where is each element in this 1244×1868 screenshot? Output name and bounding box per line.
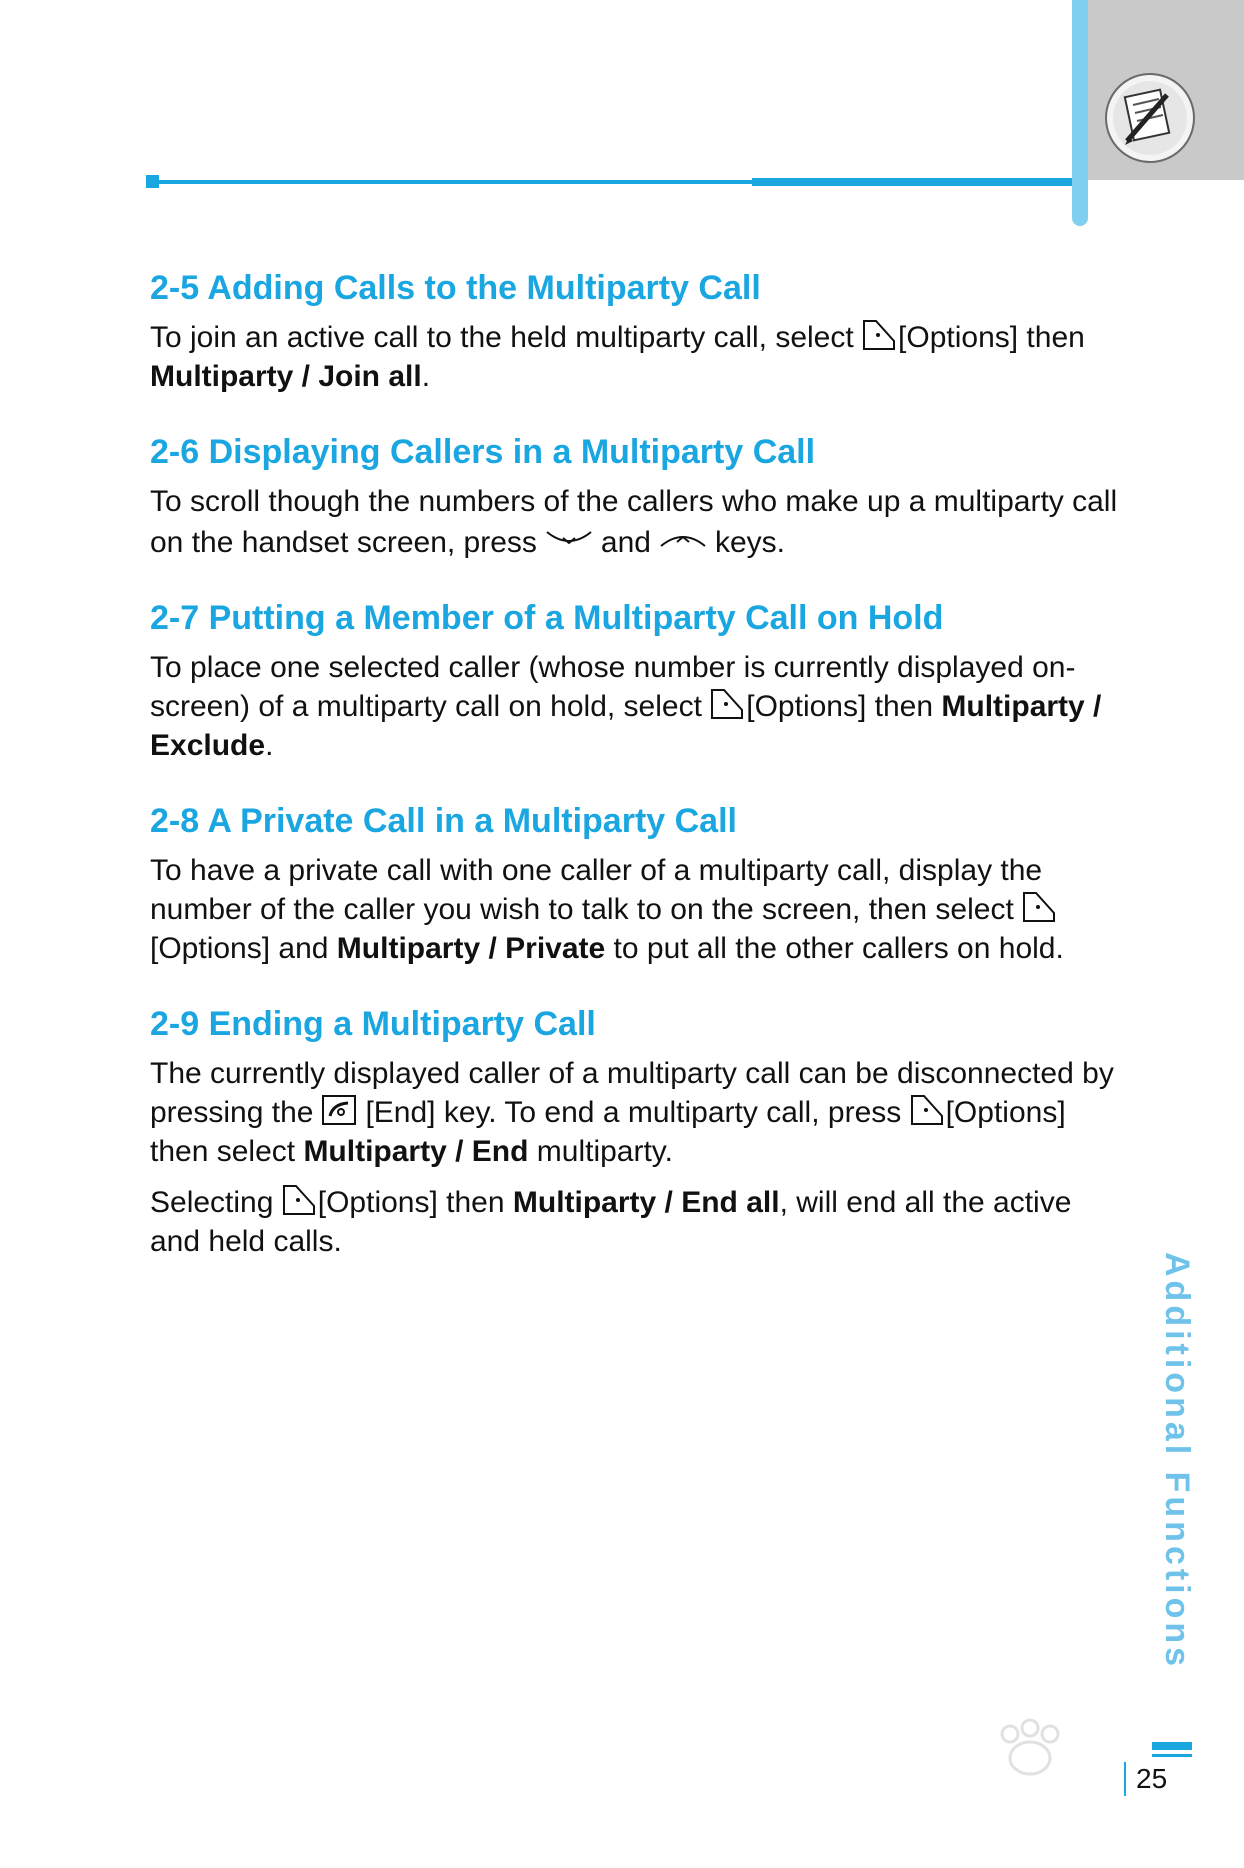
manual-content bbox=[150, 268, 1120, 1297]
section-2-5 bbox=[150, 268, 1120, 396]
page-number-bar bbox=[1152, 1742, 1192, 1750]
section-paragraph: To join an active call to the held multiparty call, select [Options] then Multiparty / Join all. bbox=[150, 321, 1085, 393]
page-number-bar bbox=[1152, 1754, 1192, 1757]
softkey-options-icon bbox=[282, 1184, 316, 1216]
page-number: 25 bbox=[1136, 1763, 1168, 1794]
section-2-6 bbox=[150, 432, 1120, 562]
section-paragraph: To scroll though the numbers of the callers who make up a multiparty call on the handset screen, press and keys. bbox=[150, 485, 1118, 559]
watermark-logo bbox=[880, 1716, 1180, 1826]
section-2-7 bbox=[150, 598, 1120, 765]
nav-up-icon bbox=[659, 521, 707, 543]
section-title: 2-9 Ending a Multiparty Call bbox=[150, 1005, 596, 1043]
chapter-sidebar-title: Additional Functions bbox=[1158, 1252, 1196, 1671]
page-number-divider bbox=[1124, 1762, 1126, 1796]
section-title: 2-6 Displaying Callers in a Multiparty Call bbox=[150, 433, 816, 471]
notepad-pencil-icon bbox=[1105, 73, 1195, 163]
section-paragraph: To place one selected caller (whose number is currently displayed on-screen) of a multiparty call on hold, select [Options] then Multiparty / Exclude. bbox=[150, 651, 1102, 762]
section-title: 2-5 Adding Calls to the Multiparty Call bbox=[150, 269, 761, 307]
section-title: 2-8 A Private Call in a Multiparty Call bbox=[150, 802, 737, 840]
softkey-options-icon bbox=[862, 319, 896, 351]
nav-down-icon bbox=[545, 521, 593, 543]
section-title: 2-7 Putting a Member of a Multiparty Call on Hold bbox=[150, 599, 944, 637]
end-call-icon bbox=[321, 1094, 357, 1126]
header-side-bar bbox=[1072, 0, 1088, 226]
section-paragraph: To have a private call with one caller of a multiparty call, display the number of the caller you wish to talk to on the screen, then select [Options] and Multiparty / Private to put all the other callers on hold. bbox=[150, 854, 1064, 965]
softkey-options-icon bbox=[910, 1094, 944, 1126]
header-rule-thin bbox=[152, 180, 752, 184]
header-rule-thick bbox=[752, 178, 1072, 186]
section-paragraph: The currently displayed caller of a multiparty call can be disconnected by pressing the [End] key. To end a multiparty call, press [Options] then select Multiparty / End multiparty. bbox=[150, 1057, 1114, 1168]
section-2-8 bbox=[150, 801, 1120, 968]
softkey-options-icon bbox=[710, 688, 744, 720]
section-2-9 bbox=[150, 1004, 1120, 1261]
softkey-options-icon bbox=[1022, 891, 1056, 923]
section-paragraph: Selecting [Options] then Multiparty / End all, will end all the active and held calls. bbox=[150, 1186, 1072, 1258]
